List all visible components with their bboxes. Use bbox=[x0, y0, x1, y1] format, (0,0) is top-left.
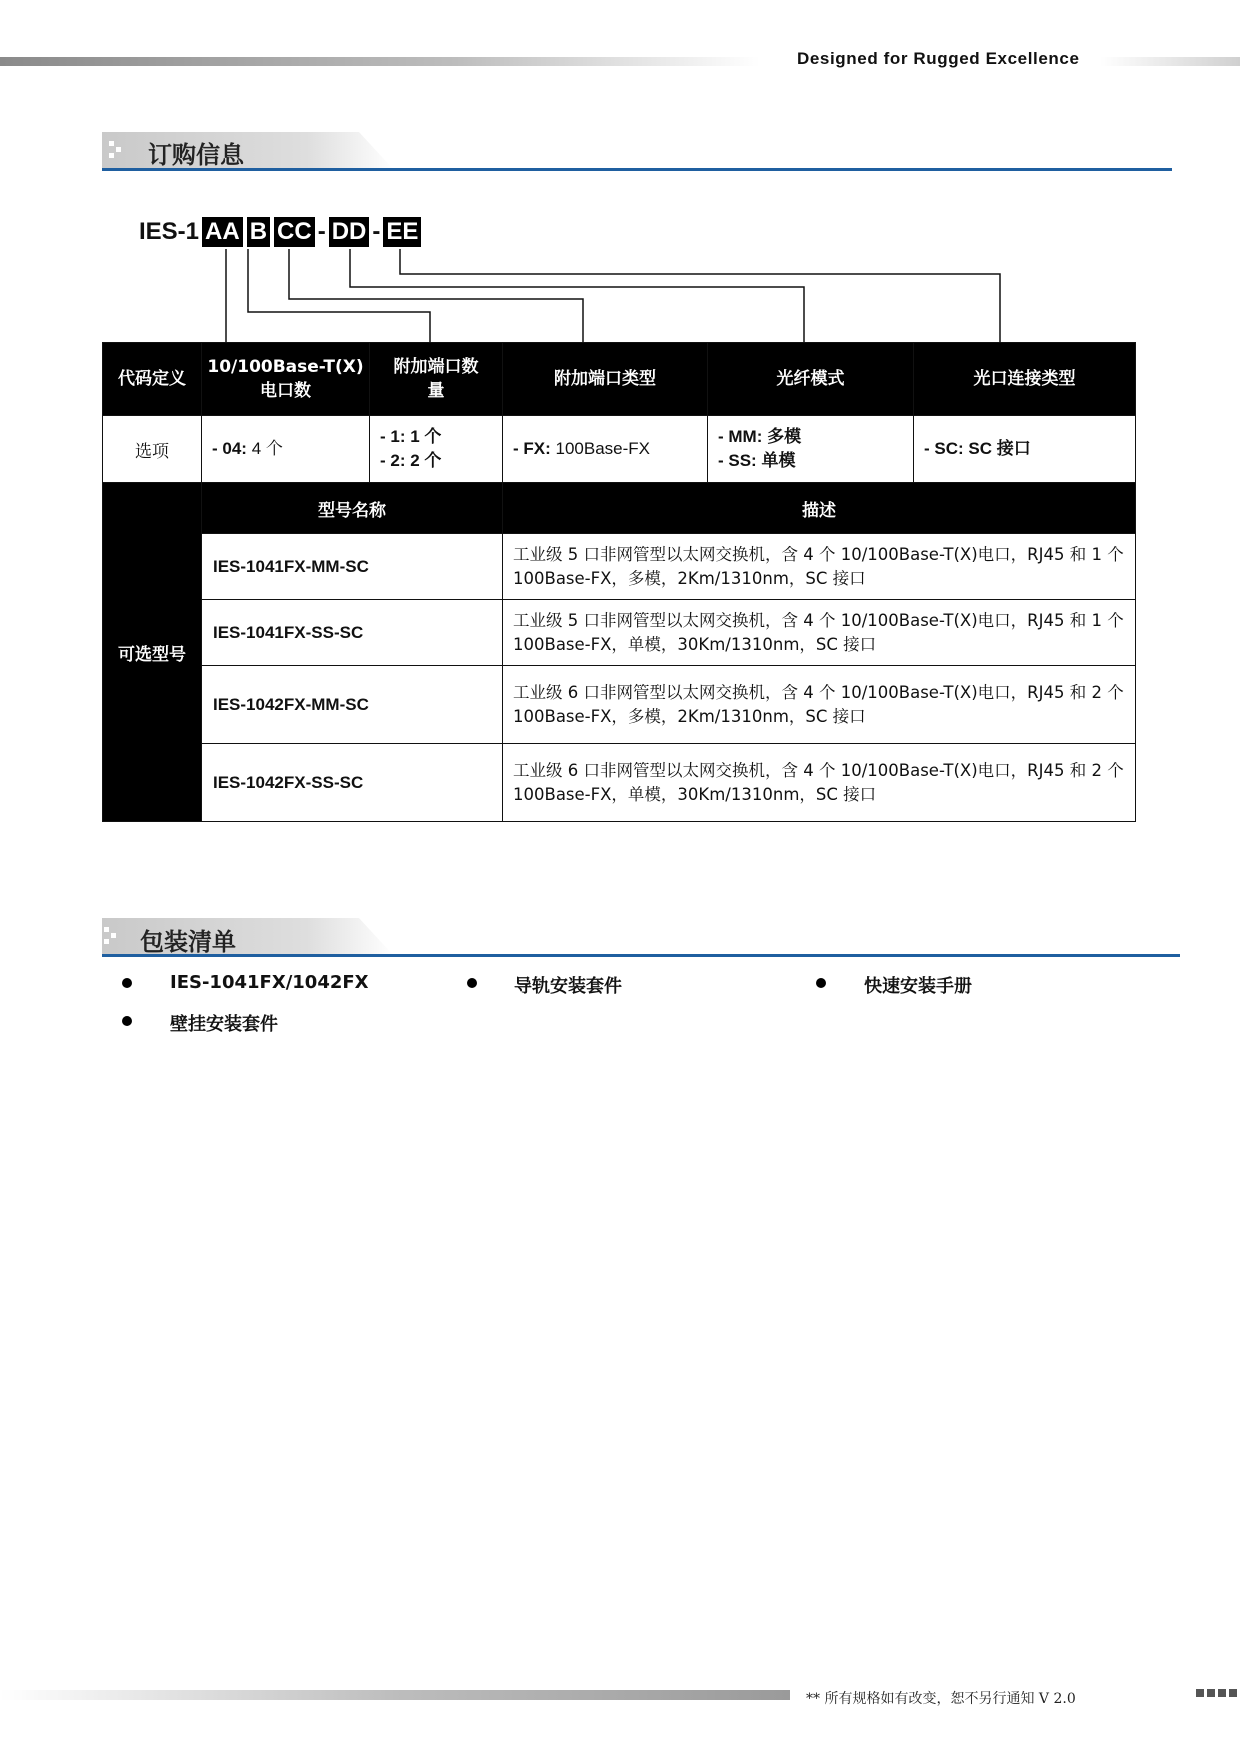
model-name: IES-1041FX-SS-SC bbox=[202, 600, 503, 666]
model-desc-line: 工业级 5 口非网管型以太网交换机，含 4 个 10/100Base-T(X)电口，RJ45 和 1 个 bbox=[513, 610, 1124, 630]
option-extra-type-code: - FX: bbox=[513, 439, 551, 458]
table-row bbox=[103, 666, 1136, 744]
model-name: IES-1042FX-SS-SC bbox=[202, 744, 503, 822]
model-code-field-cc: CC bbox=[274, 217, 315, 247]
bullet-icon bbox=[816, 978, 826, 988]
table-row bbox=[103, 744, 1136, 822]
header-copper-line1: 10/100Base-T(X) bbox=[207, 357, 364, 377]
option-fiber-mm bbox=[718, 425, 912, 449]
code-connector-lines bbox=[0, 0, 1240, 360]
connector-dd bbox=[350, 249, 804, 342]
option-extra-count-1 bbox=[380, 425, 501, 449]
bullet-icon bbox=[122, 978, 132, 988]
model-code-field-dd: DD bbox=[329, 217, 370, 247]
package-item: 导轨安装套件 bbox=[514, 976, 622, 997]
package-item: 快速安装手册 bbox=[864, 976, 972, 997]
option-value: 单模 bbox=[756, 451, 796, 470]
header-fiber-mode: 光纤模式 bbox=[708, 343, 914, 416]
option-extra-type bbox=[503, 416, 708, 483]
connector-ee bbox=[400, 249, 1000, 342]
option-optical-connector bbox=[914, 416, 1136, 483]
header-extra-count bbox=[370, 343, 503, 416]
option-fiber-mode bbox=[708, 416, 914, 483]
section-title-package: 包装清单 bbox=[140, 928, 236, 956]
option-code: - SS: bbox=[718, 451, 757, 470]
model-name-header: 型号名称 bbox=[202, 483, 503, 534]
model-desc-line: 工业级 6 口非网管型以太网交换机，含 4 个 10/100Base-T(X)电口，RJ45 和 2 个 bbox=[513, 760, 1124, 780]
option-value: 多模 bbox=[762, 427, 802, 446]
package-item: 壁挂安装套件 bbox=[170, 1014, 278, 1035]
squares-icon bbox=[104, 927, 118, 945]
model-desc-line: 100Base-FX，单模，30Km/1310nm，SC 接口 bbox=[513, 784, 877, 804]
header-optical-connector: 光口连接类型 bbox=[914, 343, 1136, 416]
footer-gradient-bar bbox=[0, 1690, 790, 1700]
tagline: Designed for Rugged Excellence bbox=[797, 49, 1080, 68]
optional-models-label: 可选型号 bbox=[103, 483, 202, 822]
table-row bbox=[103, 600, 1136, 666]
header-copper-line2: 电口数 bbox=[260, 381, 311, 401]
footer-square-icon bbox=[1207, 1689, 1215, 1697]
option-code: - MM: bbox=[718, 427, 763, 446]
model-code-field-b: B bbox=[247, 217, 270, 247]
footer-square-icon bbox=[1218, 1689, 1226, 1697]
option-extra-count-2 bbox=[380, 449, 501, 473]
option-code: - 1: bbox=[380, 427, 406, 446]
header-copper-ports bbox=[202, 343, 370, 416]
model-name: IES-1042FX-MM-SC bbox=[202, 666, 503, 744]
option-copper bbox=[202, 416, 370, 483]
model-desc bbox=[503, 666, 1136, 744]
package-item: IES-1041FX/1042FX bbox=[170, 972, 369, 993]
model-code-field-ee: EE bbox=[383, 217, 421, 247]
bullet-icon bbox=[467, 978, 477, 988]
option-optical-value: SC 接口 bbox=[963, 439, 1031, 458]
model-desc-line: 100Base-FX，多模，2Km/1310nm，SC 接口 bbox=[513, 706, 866, 726]
option-code: - 2: bbox=[380, 451, 406, 470]
model-name: IES-1041FX-MM-SC bbox=[202, 534, 503, 600]
footer-square-icon bbox=[1196, 1689, 1204, 1697]
section-rule-package bbox=[102, 954, 1180, 957]
model-desc-line: 工业级 6 口非网管型以太网交换机，含 4 个 10/100Base-T(X)电口，RJ45 和 2 个 bbox=[513, 682, 1124, 702]
model-code-field-aa: AA bbox=[202, 217, 243, 247]
model-desc bbox=[503, 600, 1136, 666]
footer-note: ** 所有规格如有改变，恕不另行通知 V 2.0 bbox=[806, 1691, 1076, 1707]
header-code-definition: 代码定义 bbox=[103, 343, 202, 416]
model-desc-line: 工业级 5 口非网管型以太网交换机，含 4 个 10/100Base-T(X)电口，RJ45 和 1 个 bbox=[513, 544, 1124, 564]
option-fiber-ss bbox=[718, 449, 912, 473]
table-header-row bbox=[103, 343, 1136, 416]
connector-b bbox=[248, 249, 430, 342]
option-extra-count bbox=[370, 416, 503, 483]
header-extra-count-line1: 附加端口数 bbox=[393, 357, 479, 377]
option-optical-code: - SC: bbox=[924, 439, 964, 458]
option-value: 1 个 bbox=[405, 427, 442, 446]
model-header-row bbox=[103, 483, 1136, 534]
connector-cc bbox=[289, 249, 583, 342]
footer-square-icon bbox=[1229, 1689, 1237, 1697]
header-extra-type: 附加端口类型 bbox=[503, 343, 708, 416]
model-code-separator: - bbox=[317, 218, 326, 245]
option-copper-value: 4 个 bbox=[246, 439, 283, 458]
model-desc-line: 100Base-FX，单模，30Km/1310nm，SC 接口 bbox=[513, 634, 877, 654]
section-title-ordering: 订购信息 bbox=[148, 141, 244, 169]
header-extra-count-line2: 量 bbox=[427, 381, 445, 401]
ordering-table bbox=[102, 342, 1136, 822]
option-value: 2 个 bbox=[405, 451, 442, 470]
options-label: 选项 bbox=[103, 416, 202, 483]
table-row bbox=[103, 534, 1136, 600]
model-desc bbox=[503, 744, 1136, 822]
model-code-prefix: IES-1 bbox=[139, 218, 200, 245]
options-row bbox=[103, 416, 1136, 483]
model-code-separator: - bbox=[372, 218, 381, 245]
option-copper-code: - 04: bbox=[212, 439, 247, 458]
model-desc bbox=[503, 534, 1136, 600]
model-desc-line: 100Base-FX，多模，2Km/1310nm，SC 接口 bbox=[513, 568, 866, 588]
model-desc-header: 描述 bbox=[503, 483, 1136, 534]
bullet-icon bbox=[122, 1016, 132, 1026]
option-extra-type-value: 100Base-FX bbox=[550, 439, 651, 458]
